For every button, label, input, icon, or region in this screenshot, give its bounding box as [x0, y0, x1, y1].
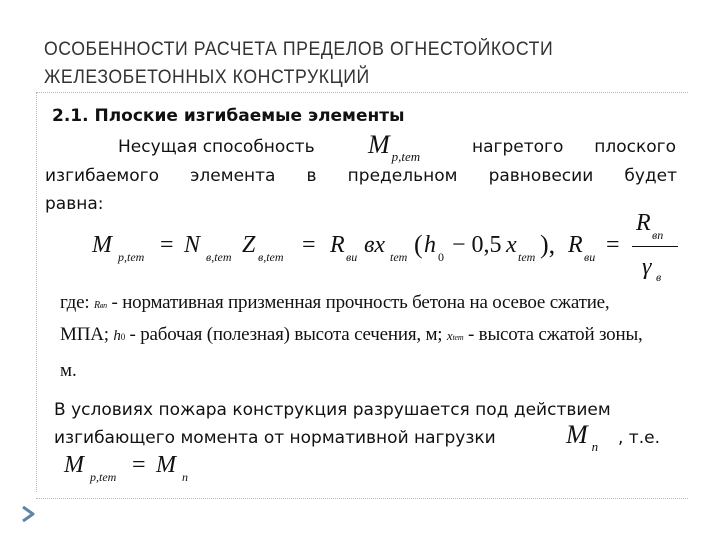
- paragraph-1-lead: Несущая способность: [118, 137, 315, 157]
- mn-subscript: n: [591, 439, 599, 454]
- m-subscript: p,tem: [391, 149, 421, 164]
- where-line-3: м.: [60, 360, 77, 381]
- main-formula: M p,tem = N в,tem Z в,tem = R ви вx tem ( h 0 − 0,5 x tem ), R ви = R вп γ в: [0, 0, 720, 300]
- m-symbol: M: [368, 130, 390, 159]
- title-line-1: ОСОБЕННОСТИ РАСЧЕТА ПРЕДЕЛОВ ОГНЕСТОЙКОСТИ: [44, 39, 554, 60]
- paragraph-2-line-1: В условиях пожара конструкция разрушается под действием: [54, 400, 611, 420]
- where-line-2: МПА; h0 - рабочая (полезная) высота сечения, м; xtem - высота сжатой зоны,: [60, 324, 643, 345]
- arrow-bullet-icon: [20, 505, 36, 528]
- paragraph-1-line-2: изгибаемого элемента в предельном равновесии будет: [45, 166, 677, 186]
- section-heading: 2.1. Плоские изгибаемые элементы: [52, 106, 405, 126]
- paragraph-1-tail: нагретого плоского: [472, 137, 676, 157]
- final-formula: M p,tem = M n: [64, 452, 188, 484]
- paragraph-1-line-3: равна:: [45, 194, 104, 214]
- title-line-2: ЖЕЛЕЗОБЕТОННЫХ КОНСТРУКЦИЙ: [44, 67, 370, 88]
- where-line-1: где: Rвп - нормативная призменная прочность бетона на осевое сжатие,: [60, 292, 610, 313]
- mn-letter: M: [566, 420, 588, 449]
- paragraph-2-line-2b: , т.е.: [618, 428, 660, 448]
- paragraph-2-line-2a: изгибающего момента от нормативной нагрузки: [54, 428, 496, 448]
